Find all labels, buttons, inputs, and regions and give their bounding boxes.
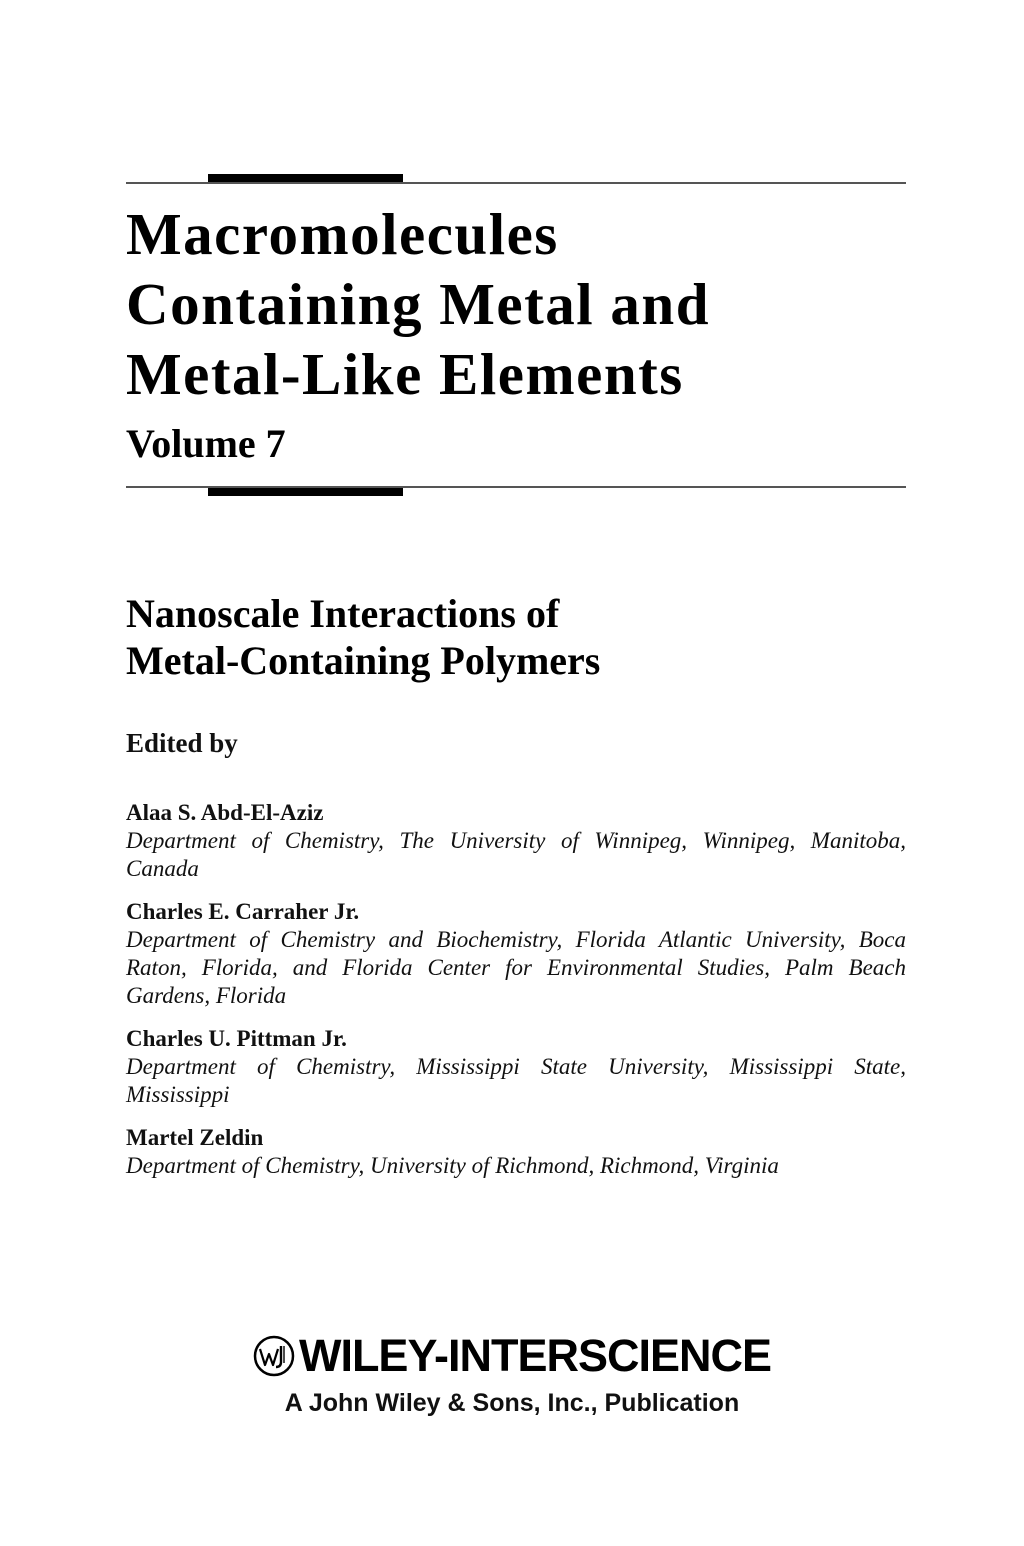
book-title-line: Nanoscale Interactions of [126,591,560,636]
volume-label: Volume 7 [126,421,286,466]
publisher-name: WILEY-INTERSCIENCE [298,1330,772,1381]
series-title-line: Containing Metal and [126,271,711,337]
bottom-accent-bar [208,488,403,496]
publisher-logo-row [253,1330,771,1382]
top-divider-line [126,182,906,184]
top-accent-bar [208,174,403,182]
series-title-line: Macromolecules [126,201,559,267]
series-title [126,199,906,409]
editor-name: Charles U. Pittman Jr. [126,1026,347,1051]
editor-affiliation: Department of Chemistry and Biochemistry, Florida Atlantic University, Boca Raton, Florida, and Florida Center for Environmental Studies, Palm Beach Gardens, Florida [126,927,906,1008]
book-title [126,590,600,684]
series-title-line: Metal-Like Elements [126,341,684,407]
editor-entry [126,798,906,883]
editor-name: Alaa S. Abd-El-Aziz [126,800,324,825]
wiley-logo-icon [253,1335,295,1377]
editor-entry [126,1024,906,1109]
editor-affiliation: Department of Chemistry, Mississippi State University, Mississippi State, Mississippi [126,1054,906,1107]
editor-name: Charles E. Carraher Jr. [126,899,360,924]
editor-affiliation: Department of Chemistry, University of Richmond, Richmond, Virginia [126,1153,779,1178]
publisher-block [0,1330,1024,1418]
editor-name: Martel Zeldin [126,1125,264,1150]
publisher-subtitle: A John Wiley & Sons, Inc., Publication [284,1389,740,1417]
editor-list [126,798,906,1194]
editor-entry [126,897,906,1010]
editor-affiliation: Department of Chemistry, The University of Winnipeg, Winnipeg, Manitoba, Canada [126,828,906,881]
book-title-line: Metal-Containing Polymers [126,638,601,683]
edited-by-heading: Edited by [126,728,238,758]
editor-entry [126,1123,906,1180]
